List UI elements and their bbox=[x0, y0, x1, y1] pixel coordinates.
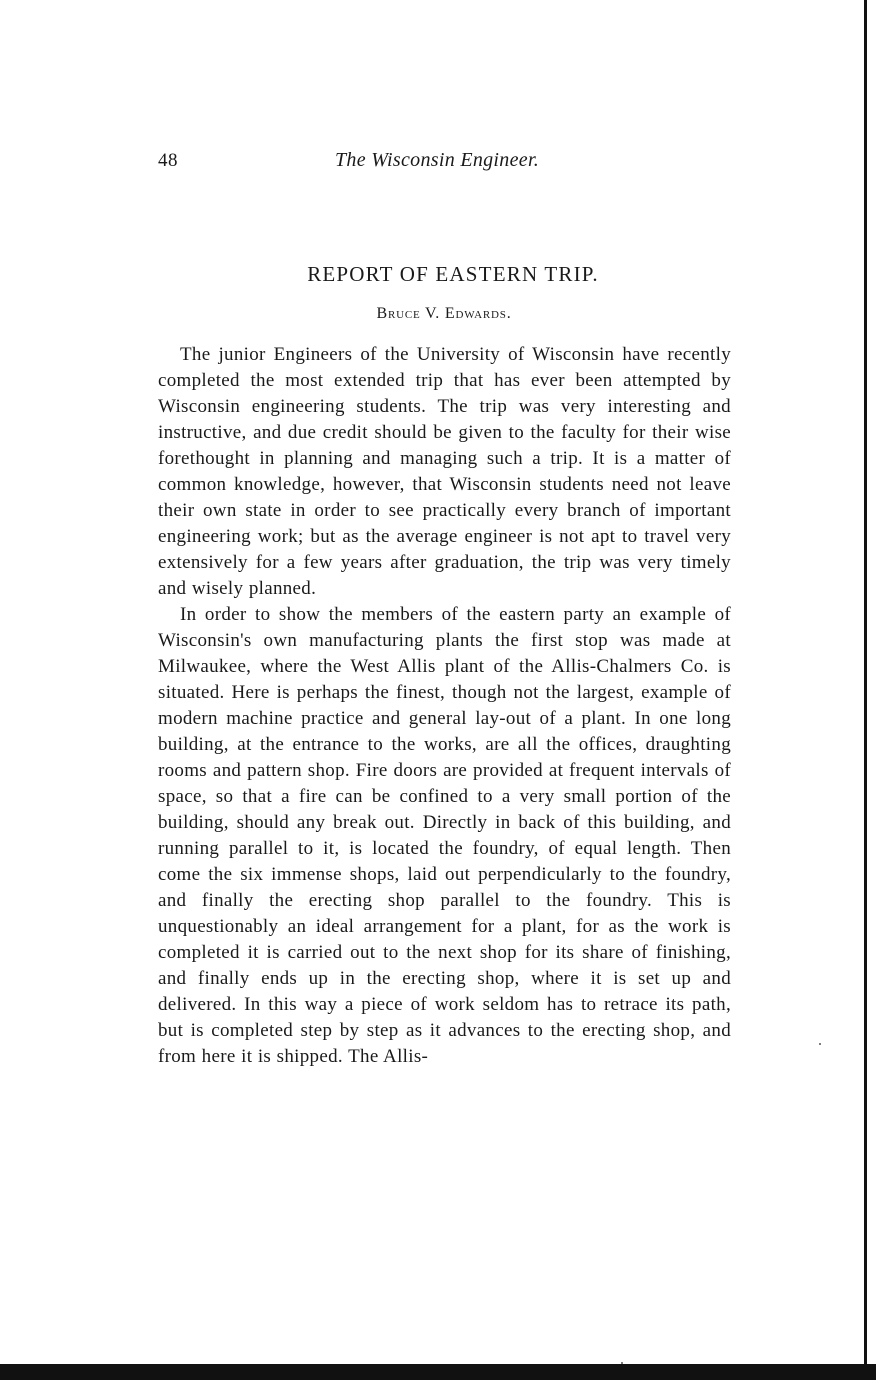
scan-speck bbox=[819, 1043, 821, 1045]
scan-speck bbox=[621, 1362, 623, 1364]
running-header: The Wisconsin Engineer. bbox=[335, 149, 540, 171]
paragraph: In order to show the members of the eastern party an example of Wisconsin's own manufacturing plants the first stop was made at Milwaukee, where the West Allis plant of the Allis-Chalmers Co. is situated. Here is perhaps the finest, though not the largest, example of modern machine practice and general lay-out of a plant. In one long building, at the entrance to the works, are all the offices, draughting rooms and pattern shop. Fire doors are provided at frequent intervals of space, so that a fire can be confined to a very small portion of the building, should any break out. Directly in back of this building, and running parallel to it, is located the foundry, of equal length. Then come the six immense shops, laid out perpendicularly to the foundry, and finally the erecting shop parallel to the foundry. This is unquestionably an ideal arrangement for a plant, for as the work is completed it is carried out to the next shop for its share of finishing, and finally ends up in the erecting shop, where it is set up and delivered. In this way a piece of work seldom has to retrace its path, but is completed step by step as it advances to the erecting shop, and from here it is shipped. The Allis- bbox=[158, 604, 731, 1067]
article-title: REPORT OF EASTERN TRIP. bbox=[307, 262, 599, 286]
page-number: 48 bbox=[158, 150, 178, 171]
article-author: Bruce V. Edwards. bbox=[376, 305, 512, 322]
page-edge-rule bbox=[864, 0, 867, 1380]
scan-bottom-border bbox=[0, 1364, 876, 1380]
article-body bbox=[158, 342, 731, 1070]
paragraph: The junior Engineers of the University of Wisconsin have recently completed the most extended trip that has ever been attempted by Wisconsin engineering students. The trip was very interesting and instructive, and due credit should be given to the faculty for their wise forethought in planning and managing such a trip. It is a matter of common knowledge, however, that Wisconsin students need not leave their own state in order to see practically every branch of important engineering work; but as the average engineer is not apt to travel very extensively for a few years after graduation, the trip was very timely and wisely planned. bbox=[158, 344, 731, 599]
